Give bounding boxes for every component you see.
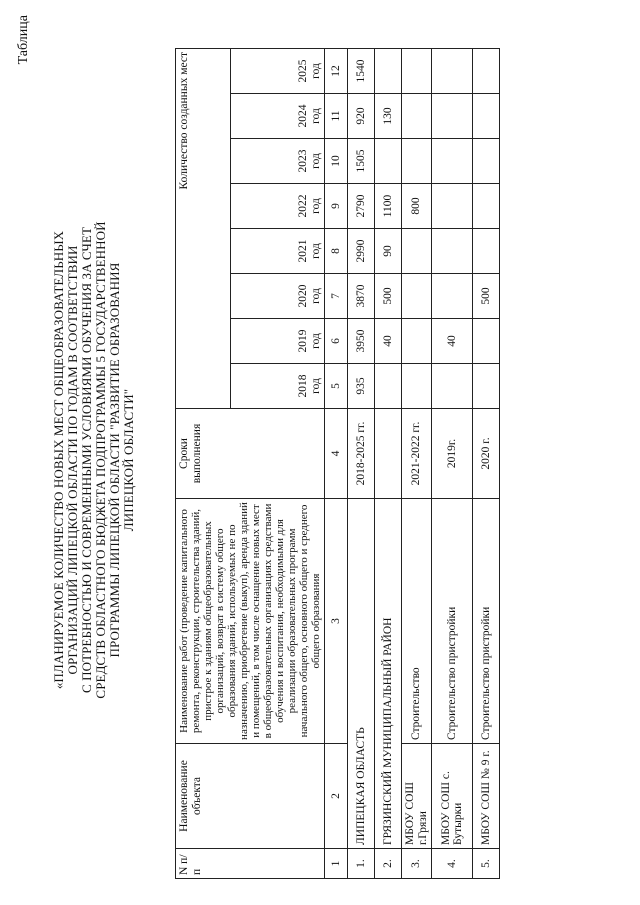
row-value: 90 xyxy=(375,229,402,274)
row-value xyxy=(432,184,473,229)
column-number: 12 xyxy=(325,49,348,94)
row-term: 2018-2025 гг. xyxy=(348,409,375,499)
row-number: 4. xyxy=(432,849,473,879)
row-work: Строительство пристройки xyxy=(473,499,500,744)
table-row xyxy=(375,49,402,879)
row-value: 500 xyxy=(375,274,402,319)
row-value xyxy=(402,139,432,184)
header-year: 2019 год xyxy=(230,319,324,364)
row-value xyxy=(432,139,473,184)
column-number: 4 xyxy=(325,409,348,499)
row-value xyxy=(473,49,500,94)
column-number: 7 xyxy=(325,274,348,319)
row-value xyxy=(432,364,473,409)
row-value: 2790 xyxy=(348,184,375,229)
column-number: 9 xyxy=(325,184,348,229)
row-value xyxy=(473,364,500,409)
column-number: 2 xyxy=(325,744,348,849)
row-value xyxy=(473,139,500,184)
document-page xyxy=(10,15,630,895)
row-object: МБОУ СОШ с. Бутырки xyxy=(432,744,473,849)
column-number: 3 xyxy=(325,499,348,744)
row-value xyxy=(375,364,402,409)
table-row xyxy=(402,49,432,879)
row-value: 2990 xyxy=(348,229,375,274)
header-year: 2021 год xyxy=(230,229,324,274)
row-value xyxy=(402,229,432,274)
row-value: 935 xyxy=(348,364,375,409)
header-object: Наименование объекта xyxy=(176,744,325,849)
table-row xyxy=(348,49,375,879)
row-value xyxy=(402,94,432,139)
column-number: 1 xyxy=(325,849,348,879)
column-number: 10 xyxy=(325,139,348,184)
row-object: ЛИПЕЦКАЯ ОБЛАСТЬ xyxy=(348,499,375,849)
row-value: 500 xyxy=(473,274,500,319)
row-term: 2020 г. xyxy=(473,409,500,499)
row-number: 5. xyxy=(473,849,500,879)
row-value xyxy=(473,94,500,139)
row-work: Строительство xyxy=(402,499,432,744)
header-year: 2025 год xyxy=(230,49,324,94)
header-num: N п/п xyxy=(176,849,325,879)
row-object: МБОУ СОШ № 9 г. xyxy=(473,744,500,849)
row-value: 1505 xyxy=(348,139,375,184)
row-number: 3. xyxy=(402,849,432,879)
row-value xyxy=(473,319,500,364)
row-work: Строительство пристройки xyxy=(432,499,473,744)
row-value xyxy=(473,229,500,274)
row-value xyxy=(432,274,473,319)
row-term: 2019г. xyxy=(432,409,473,499)
table-caption: Таблица xyxy=(16,15,31,65)
column-number: 11 xyxy=(325,94,348,139)
table-row xyxy=(432,49,473,879)
row-value: 40 xyxy=(432,319,473,364)
places-table xyxy=(175,48,500,879)
row-value: 1100 xyxy=(375,184,402,229)
row-value xyxy=(402,49,432,94)
row-value xyxy=(432,49,473,94)
row-object: ГРЯЗИНСКИЙ МУНИЦИПАЛЬНЫЙ РАЙОН xyxy=(375,499,402,849)
row-value xyxy=(402,319,432,364)
row-value xyxy=(375,49,402,94)
row-value xyxy=(375,139,402,184)
row-value: 40 xyxy=(375,319,402,364)
header-year: 2018 год xyxy=(230,364,324,409)
row-value xyxy=(432,229,473,274)
row-value: 3870 xyxy=(348,274,375,319)
row-term: 2021-2022 гг. xyxy=(402,409,432,499)
row-value: 920 xyxy=(348,94,375,139)
header-year: 2023 год xyxy=(230,139,324,184)
column-number: 5 xyxy=(325,364,348,409)
row-value xyxy=(473,184,500,229)
row-value: 800 xyxy=(402,184,432,229)
header-places: Количество созданных мест xyxy=(176,49,231,409)
row-number: 1. xyxy=(348,849,375,879)
row-number: 2. xyxy=(375,849,402,879)
header-year: 2022 год xyxy=(230,184,324,229)
table-row xyxy=(473,49,500,879)
column-number: 6 xyxy=(325,319,348,364)
page-title: «ПЛАНИРУЕМОЕ КОЛИЧЕСТВО НОВЫХ МЕСТ ОБЩЕОБРАЗОВАТЕЛЬНЫХ ОРГАНИЗАЦИЙ ЛИПЕЦКОЙ ОБЛАСТИ ПО ГОДАМ В СООТВЕТСТВИИ С ПОТРЕБНОСТЬЮ И СОВРЕМЕННЫМИ УСЛОВИЯМИ ОБУЧЕНИЯ ЗА СЧЕТ СРЕДСТВ ОБЛАСТНОГО БЮДЖЕТА ПОДПРОГРАММЫ 5 ГОСУДАРСТВЕННОЙ ПРОГРАММЫ ЛИПЕЦКОЙ ОБЛАСТИ "РАЗВИТИЕ ОБРАЗОВАНИЯ ЛИПЕЦКОЙ ОБЛАСТИ" xyxy=(51,221,136,699)
header-year: 2020 год xyxy=(230,274,324,319)
row-object: МБОУ СОШ г.Грязи xyxy=(402,744,432,849)
header-work: Наименование работ (проведение капитального ремонта, реконструкции, строительства зданий, пристрое к зданиям общеобразовательных организаций, возврат в систему общего образования зданий, используемых не по назначению, приобретение (выкуп), аренда зданий и помещений, в том числе оснащение новых мест в общеобразовательных организациях средствами обучения и воспитания, необходимыми для реализации образовательных программ начального общего, основного общего и среднего общего образования xyxy=(176,499,325,744)
row-value xyxy=(402,274,432,319)
row-value: 3950 xyxy=(348,319,375,364)
row-value: 130 xyxy=(375,94,402,139)
row-value: 1540 xyxy=(348,49,375,94)
row-value xyxy=(432,94,473,139)
row-value xyxy=(402,364,432,409)
header-year: 2024 год xyxy=(230,94,324,139)
column-number: 8 xyxy=(325,229,348,274)
row-term xyxy=(375,409,402,499)
header-term: Сроки выполнения xyxy=(176,409,325,499)
